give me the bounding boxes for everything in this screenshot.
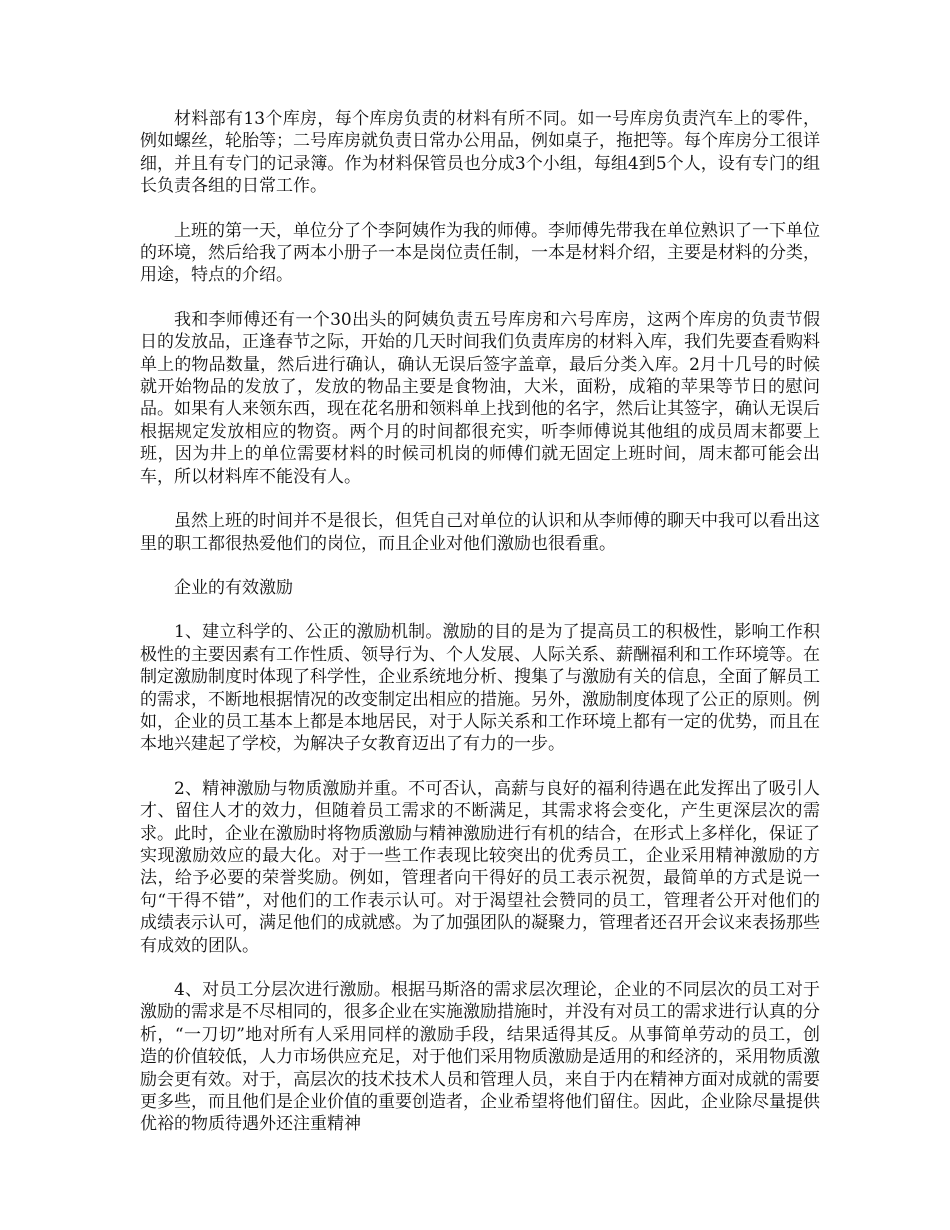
paragraph-impression: 虽然上班的时间并不是很长，但凭自己对单位的认识和从李师傅的聊天中我可以看出这里的职工都很热爱他们的岗位，而且企业对他们激励也很看重。 [140,511,820,554]
section-heading: 企业的有效激励 [174,577,293,598]
paragraph-first-day: 上班的第一天，单位分了个李阿姨作为我的师傅。李师傅先带我在单位熟识了一下单位的环境，然后给我了两本小册子一本是岗位责任制，一本是材料介绍，主要是材料的分类，用途，特点的介绍。 [140,220,820,286]
paragraph-point-1: 1、建立科学的、公正的激励机制。激励的目的是为了提高员工的积极性，影响工作积极性的主要因素有工作性质、领导行为、个人发展、人际关系、薪酬福利和工作环境等。在制定激励制度时体现了科学性，企业系统地分析、搜集了与激励有关的信息，全面了解员工的需求，不断地根据情况的改变制定出相应的措施。另外，激励制度体现了公正的原则。例如，企业的员工基本上都是本地居民，对于人际关系和工作环境上都有一定的优势，而且在本地兴建起了学校，为解决子女教育迈出了有力的一步。 [140,622,820,755]
paragraph-point-2: 2、精神激励与物质激励并重。不可否认，高薪与良好的福利待遇在此发挥出了吸引人才、留住人才的效力，但随着员工需求的不断满足，其需求将会变化，产生更深层次的需求。此时，企业在激励时将物质激励与精神激励进行有机的结合，在形式上多样化，保证了实现激励效应的最大化。对于一些工作表现比较突出的优秀员工，企业采用精神激励的方法，给予必要的荣誉奖励。例如，管理者向干得好的员工表示祝贺，最简单的方式是说一句“干得不错”，对他们的工作表示认可。对于渴望社会赞同的员工，管理者公开对他们的成绩表示认可，满足他们的成就感。为了加强团队的凝聚力，管理者还召开会议来表扬那些有成效的团队。 [140,778,820,956]
paragraph-warehouses: 材料部有13个库房，每个库房负责的材料有所不同。如一号库房负责汽车上的零件，例如螺丝，轮胎等；二号库房就负责日常办公用品，例如桌子，拖把等。每个库房分工很详细，并且有专门的记录簿。作为材料保管员也分成3个小组，每组4到5个人，设有专门的组长负责各组的日常工作。 [140,109,820,197]
document-body [140,108,820,1158]
paragraph-point-4: 4、对员工分层次进行激励。根据马斯洛的需求层次理论，企业的不同层次的员工对于激励的需求是不尽相同的，很多企业在实施激励措施时，并没有对员工的需求进行认真的分析，“一刀切”地对所有人采用同样的激励手段，结果适得其反。从事简单劳动的员工，创造的价值较低，人力市场供应充足，对于他们采用物质激励是适用的和经济的，采用物质激励会更有效。对于，高层次的技术技术人员和管理人员，来自于内在精神方面对成就的需要更多些，而且他们是企业价值的重要创造者，企业希望将他们留住。因此，企业除尽量提供优裕的物质待遇外还注重精神 [140,980,820,1135]
paragraph-warehouse-work: 我和李师傅还有一个30出头的阿姨负责五号库房和六号库房，这两个库房的负责节假日的发放品，正逢春节之际，开始的几天时间我们负责库房的材料入库，我们先要查看购料单上的物品数量，然后进行确认，确认无误后签字盖章，最后分类入库。2月十几号的时候就开始物品的发放了，发放的物品主要是食物油，大米，面粉，成箱的苹果等节日的慰问品。如果有人来领东西，现在花名册和领料单上找到他的名字，然后让其签字，确认无误后根据规定发放相应的物资。两个月的时间都很充实，听李师傅说其他组的成员周末都要上班，因为井上的单位需要材料的时候司机岗的师傅们就无固定上班时间，周末都可能会出车，所以材料库不能没有人。 [140,309,820,487]
